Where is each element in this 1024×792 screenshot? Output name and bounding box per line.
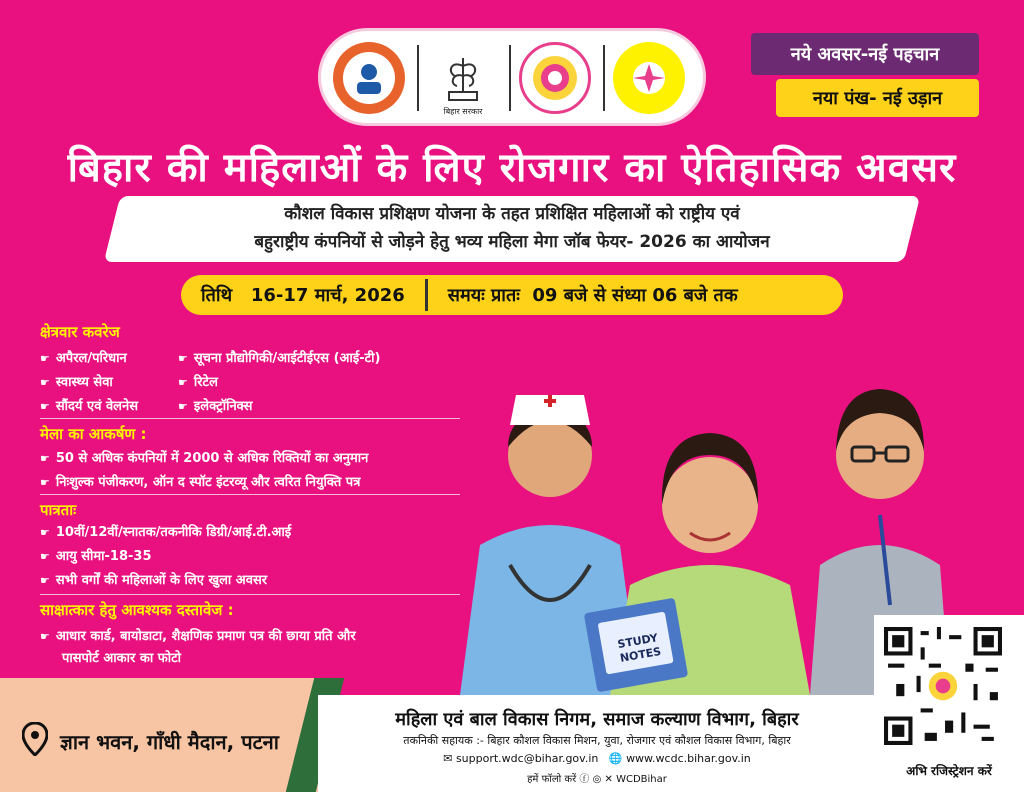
pointing-hand-icon: ☛ <box>40 476 50 489</box>
bihar-govt-emblem <box>427 42 499 114</box>
list-item: ☛ सभी वर्गों की महिलाओं के लिए खुला अवसर <box>40 573 268 588</box>
pointing-hand-icon: ☛ <box>40 526 50 539</box>
technical-partner: तकनिकी सहायक :- बिहार कौशल विकास मिशन, युवा, रोजगार एवं कौशल विकास विभाग, बिहार <box>403 734 791 747</box>
pointing-hand-icon: ☛ <box>178 400 188 413</box>
logo-strip <box>318 28 706 126</box>
department-name: महिला एवं बाल विकास निगम, समाज कल्याण विभाग, बिहार <box>395 709 799 730</box>
venue-text: ज्ञान भवन, गाँधी मैदान, पटना <box>60 730 279 754</box>
pointing-hand-icon: ☛ <box>40 574 50 587</box>
logo-divider <box>417 45 419 111</box>
date-time-bar <box>181 275 843 315</box>
social-handle: WCDBihar <box>616 774 667 785</box>
bsdm-logo <box>613 42 685 114</box>
register-label[interactable]: अभि रजिस्ट्रेशन करें <box>906 764 992 778</box>
website-link[interactable]: www.wcdc.bihar.gov.in <box>626 752 751 765</box>
tagline-badge-purple: नये अवसर-नई पहचान <box>751 33 979 75</box>
book-label: NOTES <box>618 644 663 665</box>
event-time: समयः प्रातः 09 बजे से संध्या 06 बजे तक <box>447 285 738 306</box>
pointing-hand-icon: ☛ <box>40 452 50 465</box>
pointing-hand-icon: ☛ <box>40 630 50 643</box>
wdc-logo <box>519 42 591 114</box>
section-title-attraction: मेला का आकर्षण : <box>40 425 147 443</box>
pointing-hand-icon: ☛ <box>40 352 50 365</box>
instagram-icon[interactable]: ◎ <box>592 774 602 785</box>
section-divider <box>40 494 460 495</box>
list-item-continued: पासपोर्ट आकार का फोटो <box>62 651 182 666</box>
pointing-hand-icon: ☛ <box>178 376 188 389</box>
event-date: तिथि 16-17 मार्च, 2026 <box>201 285 405 306</box>
section-title-eligibility: पात्रताः <box>40 501 77 519</box>
section-title-documents: साक्षात्कार हेतु आवश्यक दस्तावेज : <box>40 601 234 619</box>
book-label: STUDY <box>616 631 659 652</box>
globe-icon: 🌐 <box>608 752 623 765</box>
list-item: ☛ निःशुल्क पंजीकरण, ऑन द स्पॉट इंटरव्यू और त्वरित नियुक्ति पत्र <box>40 475 361 490</box>
follow-label: हमें फॉलो करें <box>527 774 577 785</box>
location-pin-icon <box>22 722 48 760</box>
logo-divider <box>603 45 605 111</box>
email-icon: ✉ <box>443 752 453 765</box>
pointing-hand-icon: ☛ <box>40 550 50 563</box>
bihar-govt-label: बिहार सरकार <box>443 107 483 116</box>
list-item: ☛ इलेक्ट्रॉनिक्स <box>178 399 253 414</box>
facebook-icon[interactable]: ⓕ <box>579 774 590 785</box>
list-item: ☛ स्वास्थ्य सेवा <box>40 375 113 390</box>
list-item: ☛ 50 से अधिक कंपनियों में 2000 से अधिक रिक्तियों का अनुमान <box>40 451 369 466</box>
registration-qr-code[interactable] <box>884 626 1002 746</box>
social-welfare-logo <box>333 42 405 114</box>
list-item: ☛ आयु सीमा-18-35 <box>40 549 152 564</box>
section-title-coverage: क्षेत्रवार कवरेज <box>40 323 120 341</box>
subtitle-line: कौशल विकास प्रशिक्षण योजना के तहत प्रशिक्षित महिलाओं को राष्ट्रीय एवं <box>284 204 740 224</box>
pointing-hand-icon: ☛ <box>40 400 50 413</box>
pointing-hand-icon: ☛ <box>178 352 188 365</box>
section-divider <box>40 594 460 595</box>
subtitle-text <box>130 200 894 256</box>
pointing-hand-icon: ☛ <box>40 376 50 389</box>
contact-line <box>332 752 862 765</box>
list-item: ☛ रिटेल <box>178 375 218 390</box>
social-follow <box>332 770 862 785</box>
subtitle-line: बहुराष्ट्रीय कंपनियों से जोड़ने हेतु भव्य महिला मेगा जॉब फेयर- 2026 का आयोजन <box>254 232 770 252</box>
list-item: ☛ अपैरल/परिधान <box>40 351 127 366</box>
list-item: ☛ सूचना प्रौद्योगिकी/आईटीईएस (आई-टी) <box>178 351 381 366</box>
support-email[interactable]: support.wdc@bihar.gov.in <box>455 752 599 765</box>
logo-divider <box>509 45 511 111</box>
section-divider <box>40 418 460 419</box>
headline: बिहार की महिलाओं के लिए रोजगार का ऐतिहासिक अवसर <box>67 145 957 191</box>
list-item: ☛ 10वीं/12वीं/स्नातक/तकनीकि डिग्री/आई.टी.आई <box>40 525 292 540</box>
list-item: ☛ आधार कार्ड, बायोडाटा, शैक्षणिक प्रमाण पत्र की छाया प्रति और <box>40 629 356 644</box>
tagline-badge-yellow: नया पंख- नई उड़ान <box>776 79 979 117</box>
list-item: ☛ सौंदर्य एवं वेलनेस <box>40 399 138 414</box>
x-icon[interactable]: ✕ <box>604 774 613 785</box>
